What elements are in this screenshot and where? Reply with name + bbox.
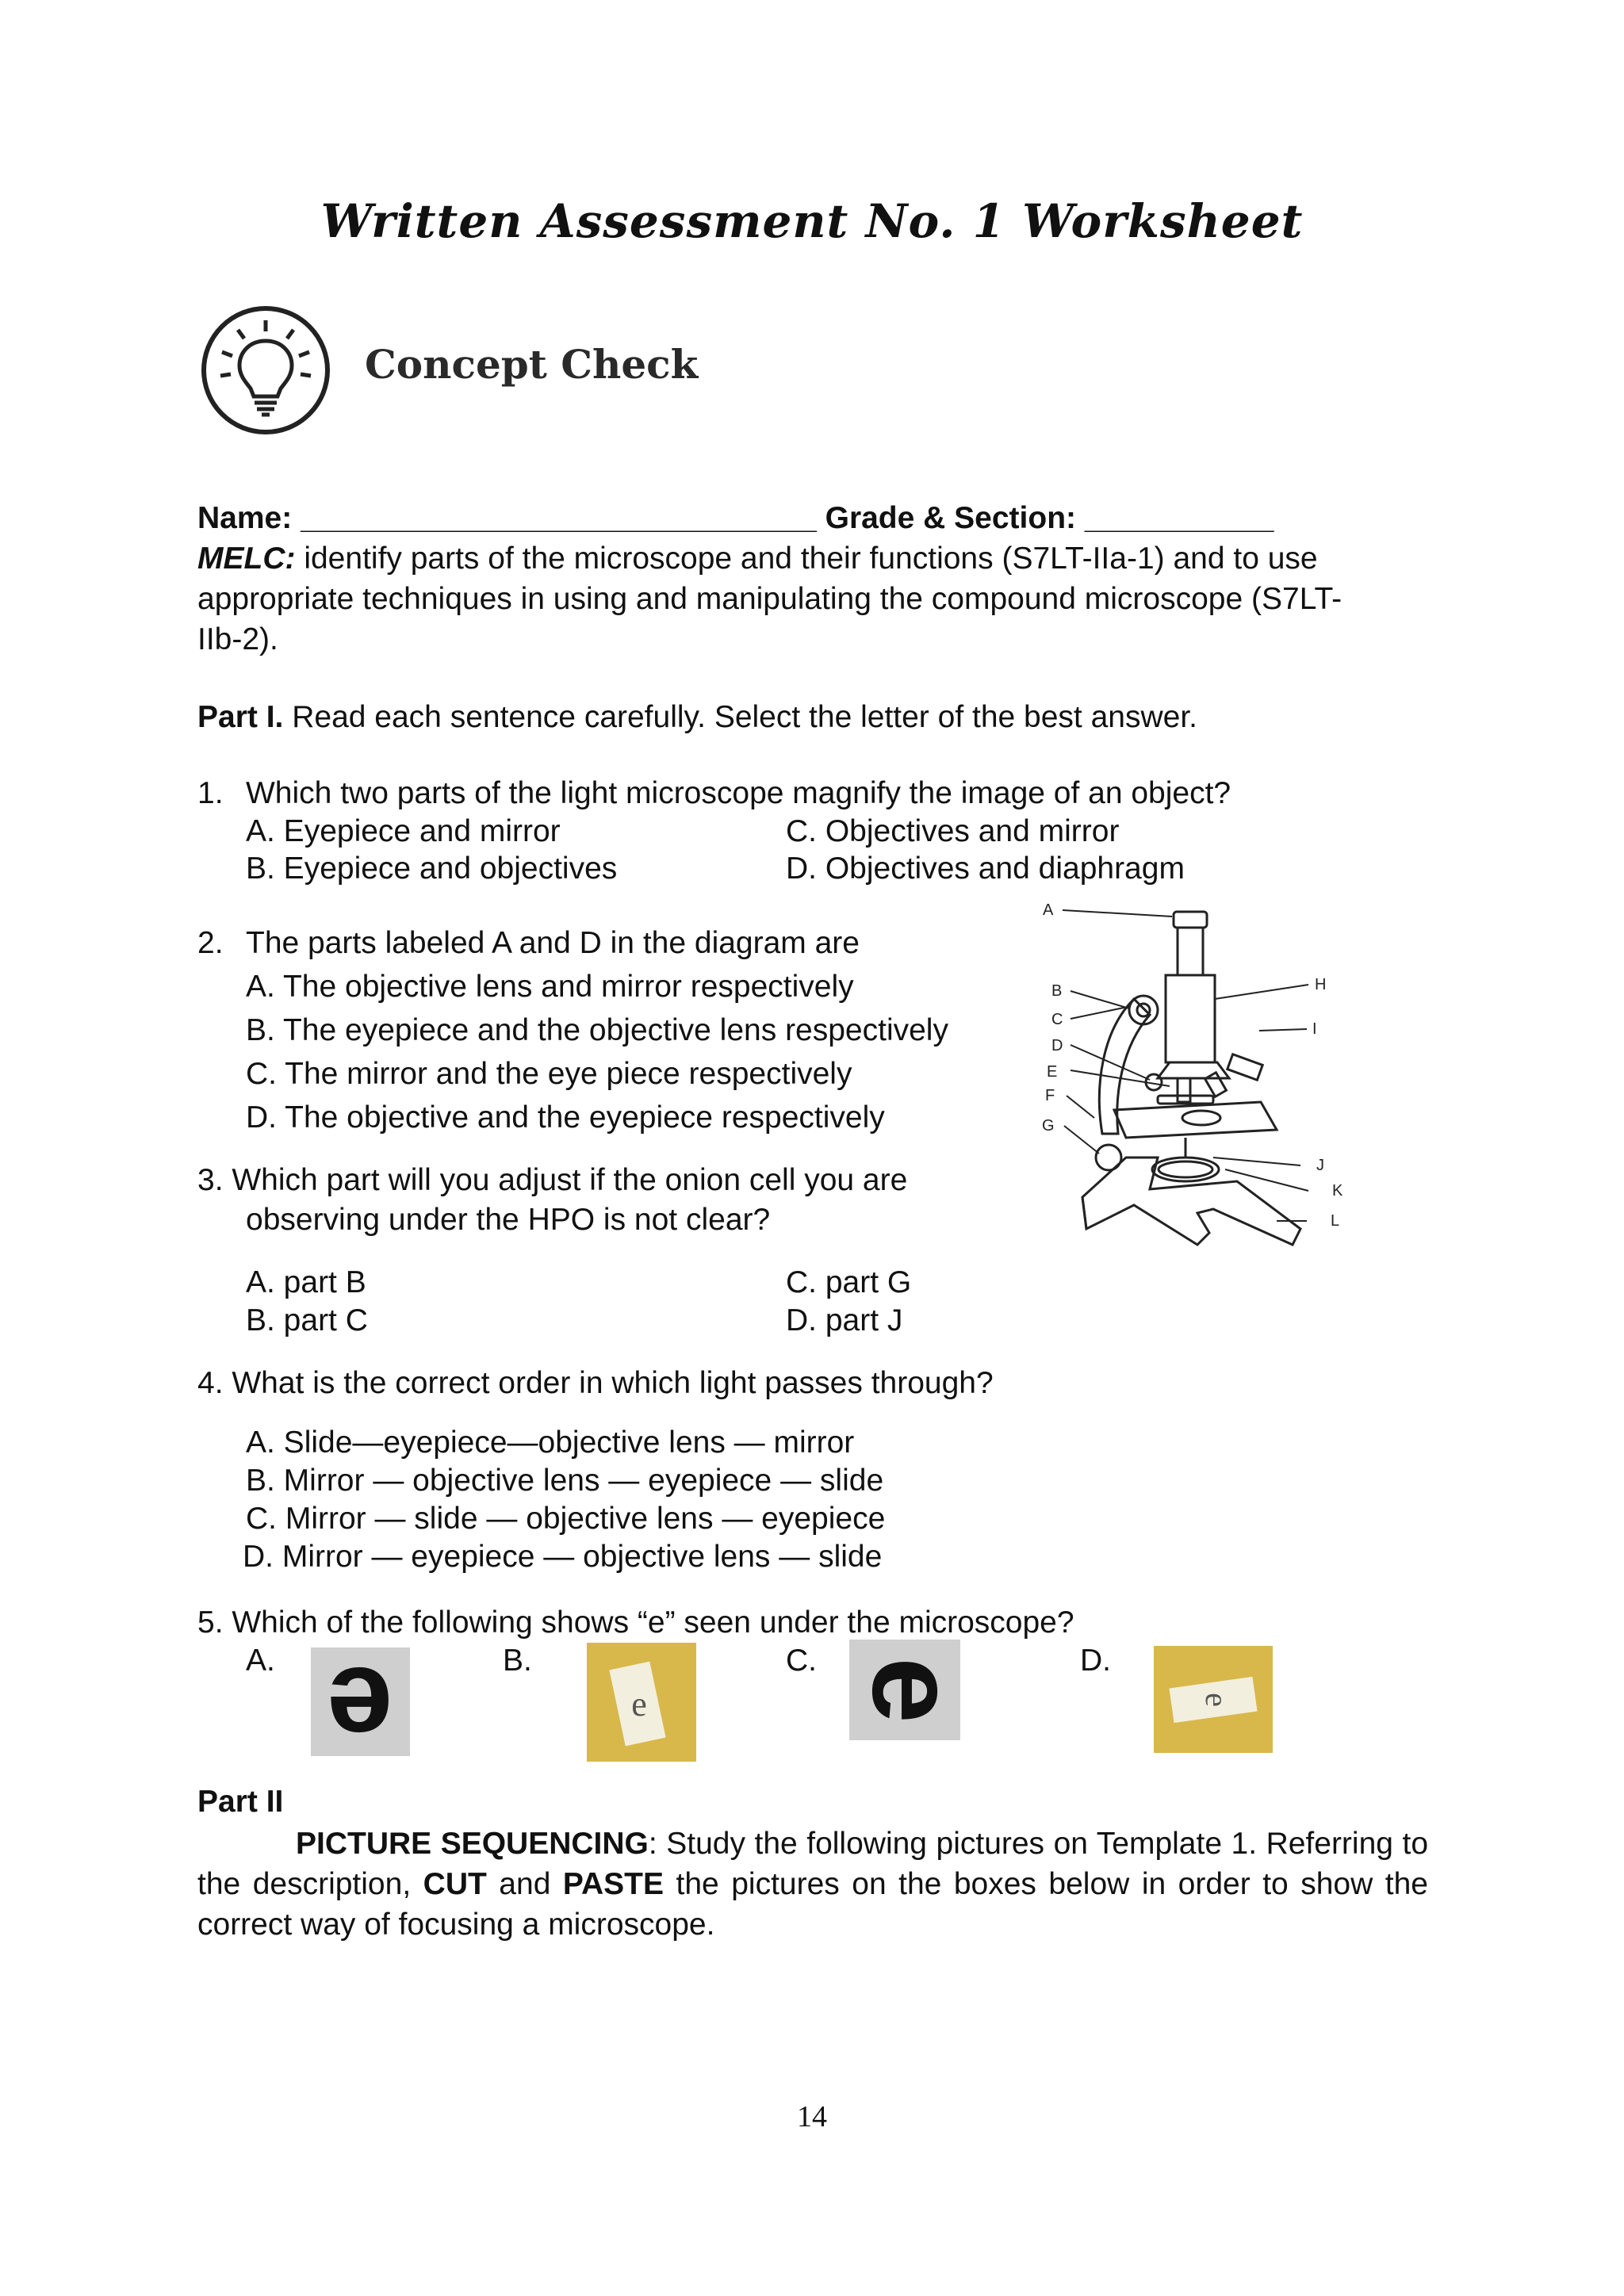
q3-text-1: 3. Which part will you adjust if the onion cell you are bbox=[197, 1163, 908, 1197]
name-label: Name: bbox=[197, 501, 293, 535]
q1-number: 1. bbox=[197, 776, 224, 810]
q1-option-b[interactable]: B. Eyepiece and objectives bbox=[246, 851, 618, 886]
q4-option-d[interactable]: D. Mirror — eyepiece — objective lens — slide bbox=[243, 1540, 883, 1574]
diagram-label: E bbox=[1047, 1063, 1058, 1081]
part2-label: Part II bbox=[197, 1785, 284, 1819]
q4-text: 4. What is the correct order in which light passes through? bbox=[197, 1366, 994, 1400]
diagram-label: I bbox=[1312, 1020, 1317, 1038]
q2-text: The parts labeled A and D in the diagram are bbox=[246, 926, 860, 960]
q3-option-c[interactable]: C. part G bbox=[786, 1265, 912, 1299]
q5-text: 5. Which of the following shows “e” seen under the microscope? bbox=[197, 1605, 1074, 1640]
q3-text-2: observing under the HPO is not clear? bbox=[246, 1203, 771, 1237]
svg-text:e: e bbox=[631, 1685, 647, 1724]
e-image-d[interactable] bbox=[1154, 1646, 1273, 1753]
melc-text-1: identify parts of the microscope and their functions (S7LT-IIa-1) and to use bbox=[304, 541, 1318, 576]
melc-line-2: appropriate techniques in using and manipulating the compound microscope (S7LT- bbox=[197, 582, 1342, 616]
name-blank[interactable]: ______________________________ bbox=[301, 501, 817, 535]
diagram-label: D bbox=[1051, 1037, 1063, 1054]
diagram-label: K bbox=[1332, 1182, 1343, 1200]
q2-option-a[interactable]: A. The objective lens and mirror respectively bbox=[246, 970, 854, 1004]
q1-option-c[interactable]: C. Objectives and mirror bbox=[786, 814, 1120, 848]
part2-instructions bbox=[197, 1823, 1428, 1945]
melc-label: MELC: bbox=[197, 541, 296, 576]
e-image-a[interactable] bbox=[311, 1643, 410, 1777]
part2-text-2: and bbox=[486, 1867, 563, 1901]
grade-section-label: Grade & Section: bbox=[825, 501, 1077, 535]
microscope-diagram bbox=[1039, 896, 1372, 1269]
q4-option-b[interactable]: B. Mirror — objective lens — eyepiece — slide bbox=[246, 1464, 884, 1498]
e-image-c[interactable] bbox=[848, 1640, 982, 1740]
paste-keyword: PASTE bbox=[562, 1867, 665, 1901]
grade-section-blank[interactable]: ___________ bbox=[1084, 501, 1274, 535]
diagram-label: C bbox=[1051, 1011, 1063, 1028]
q2-option-b[interactable]: B. The eyepiece and the objective lens respectively bbox=[246, 1013, 948, 1047]
diagram-label: B bbox=[1051, 982, 1063, 1000]
concept-check-heading: Concept Check bbox=[365, 341, 699, 388]
q1-option-d[interactable]: D. Objectives and diaphragm bbox=[786, 851, 1185, 886]
q5-option-a-label[interactable]: A. bbox=[246, 1644, 275, 1678]
cut-keyword: CUT bbox=[423, 1867, 487, 1901]
q4-option-c[interactable]: C. Mirror — slide — objective lens — eyepiece bbox=[246, 1502, 886, 1536]
q4-option-a[interactable]: A. Slide—eyepiece—objective lens — mirror bbox=[246, 1425, 855, 1460]
part2-text-3: the pictures on the boxes below in order to show the correct way of focusing a microscope. bbox=[197, 1867, 1428, 1942]
e-image-b[interactable] bbox=[587, 1643, 696, 1762]
svg-text:e: e bbox=[327, 1643, 393, 1777]
q2-option-c[interactable]: C. The mirror and the eye piece respectively bbox=[246, 1057, 852, 1091]
part1-instruction bbox=[197, 698, 1197, 737]
diagram-label: J bbox=[1316, 1157, 1324, 1174]
melc-line-3: IIb-2). bbox=[197, 622, 278, 656]
q5-option-b-label[interactable]: B. bbox=[503, 1644, 532, 1678]
q1-option-a[interactable]: A. Eyepiece and mirror bbox=[246, 814, 561, 848]
page-title: Written Assessment No. 1 Worksheet bbox=[320, 194, 1304, 248]
name-line bbox=[197, 499, 1274, 538]
svg-text:e: e bbox=[1198, 1693, 1235, 1707]
q3-option-d[interactable]: D. part J bbox=[786, 1303, 903, 1337]
picture-sequencing-heading: PICTURE SEQUENCING bbox=[296, 1827, 649, 1861]
q5-option-d-label[interactable]: D. bbox=[1080, 1644, 1111, 1678]
diagram-label: H bbox=[1315, 976, 1327, 993]
q3-option-b[interactable]: B. part C bbox=[246, 1303, 368, 1337]
page-number: 14 bbox=[797, 2100, 827, 2133]
part1-label: Part I. bbox=[197, 700, 284, 734]
diagram-label: L bbox=[1331, 1212, 1340, 1230]
diagram-label: G bbox=[1042, 1117, 1055, 1135]
part1-text: Read each sentence carefully. Select the letter of the best answer. bbox=[292, 700, 1197, 734]
q3-option-a[interactable]: A. part B bbox=[246, 1265, 366, 1299]
lightbulb-icon bbox=[198, 303, 333, 438]
diagram-label: F bbox=[1045, 1087, 1055, 1104]
q5-option-c-label[interactable]: C. bbox=[786, 1644, 817, 1678]
q2-number: 2. bbox=[197, 926, 224, 960]
part2-text-1: : Study the following pictures on Template 1. Referring to the description, bbox=[197, 1827, 1429, 1901]
melc-line-1 bbox=[197, 539, 1318, 579]
q2-option-d[interactable]: D. The objective and the eyepiece respectively bbox=[246, 1100, 885, 1135]
diagram-label: A bbox=[1043, 901, 1054, 919]
q1-text: Which two parts of the light microscope magnify the image of an object? bbox=[246, 776, 1231, 810]
svg-text:e: e bbox=[848, 1657, 982, 1724]
